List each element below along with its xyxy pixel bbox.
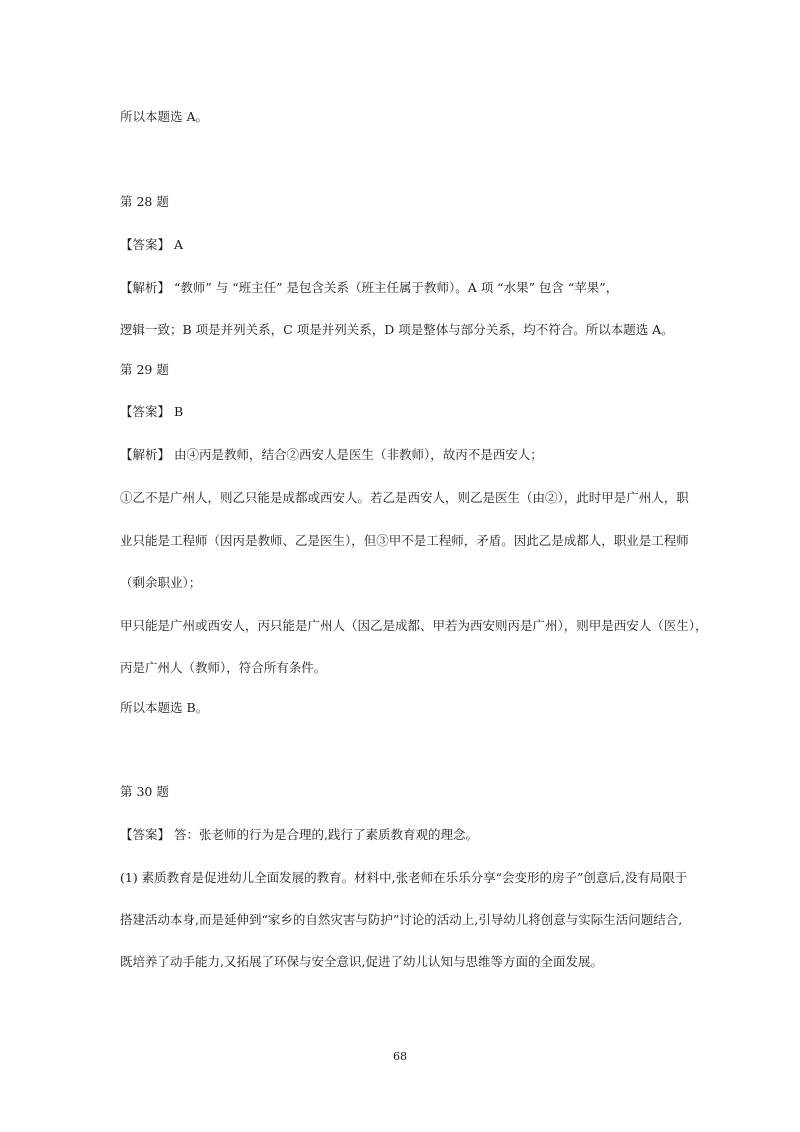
question-29-analysis-line-4: （剩余职业）； <box>120 575 202 590</box>
question-28-analysis-line-2: 逻辑一致；B 项是并列关系，C 项是并列关系，D 项是整体与部分关系，均不符合。所以本题选 A。 <box>120 322 674 337</box>
question-29-analysis-line-5: 甲只能是广州或西安人，丙只能是广州人（因乙是成都、甲若为西安则丙是广州），则甲是西安人（医生）， <box>120 618 708 633</box>
question-30-analysis-line-1: (1) 素质教育是促进幼儿全面发展的教育。材料中,张老师在乐乐分享“会变形的房子”创意后,没有局限于 <box>120 870 688 885</box>
question-29-answer: 【答案】 B <box>120 404 184 419</box>
question-29-heading: 第 29 题 <box>120 362 169 377</box>
question-30-analysis-line-3: 既培养了动手能力,又拓展了环保与安全意识,促进了幼儿认知与思维等方面的全面发展。 <box>120 954 603 969</box>
question-28-analysis-line-1: 【解析】 “教师” 与 “班主任” 是包含关系（班主任属于教师）。A 项 “水果” 包含 “苹果”， <box>120 280 619 295</box>
page-number: 68 <box>393 1050 407 1063</box>
question-29-analysis-line-3: 业只能是工程师（因丙是教师、乙是医生），但③甲不是工程师，矛盾。因此乙是成都人，职业是工程师 <box>120 533 689 548</box>
conclusion-29: 所以本题选 B。 <box>120 700 209 715</box>
question-30-heading: 第 30 题 <box>120 784 169 799</box>
question-30-analysis-line-2: 搭建活动本身,而是延伸到“家乡的自然灾害与防护”讨论的活动上,引导幼儿将创意与实际生活问题结合, <box>120 912 683 927</box>
conclusion-27: 所以本题选 A。 <box>120 109 209 124</box>
question-28-heading: 第 28 题 <box>120 194 169 209</box>
question-29-analysis-line-2: ①乙不是广州人，则乙只能是成都或西安人。若乙是西安人，则乙是医生（由②），此时甲是广州人，职 <box>120 490 689 505</box>
question-29-analysis-line-1: 【解析】 由④丙是教师，结合②西安人是医生（非教师），故丙不是西安人； <box>120 447 543 462</box>
question-30-answer: 【答案】 答：张老师的行为是合理的,践行了素质教育观的理念。 <box>120 827 478 842</box>
question-29-analysis-line-6: 丙是广州人（教师），符合所有条件。 <box>120 660 327 675</box>
question-28-answer: 【答案】 A <box>120 237 184 252</box>
